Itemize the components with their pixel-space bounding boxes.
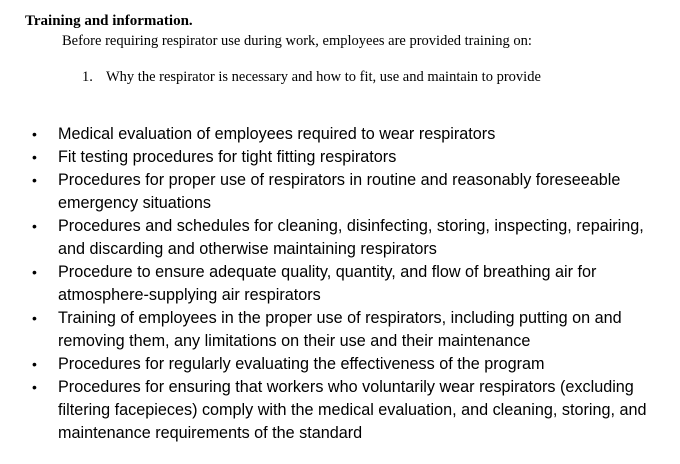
bullet-item: [30, 215, 670, 261]
bullet-icon: •: [32, 126, 37, 142]
bullet-text: Procedures for proper use of respirators in routine and reasonably foreseeable emergency situations: [58, 171, 621, 212]
bullet-text: Procedures for ensuring that workers who voluntarily wear respirators (excluding filtering facepieces) comply with the medical evaluation, and cleaning, storing, and maintenance requirements of the standard: [58, 378, 647, 442]
bullet-icon: •: [32, 264, 37, 280]
bullet-text: Procedures for regularly evaluating the effectiveness of the program: [58, 355, 545, 373]
bullet-item: [30, 146, 670, 169]
bullet-text: Training of employees in the proper use of respirators, including putting on and removing them, any limitations on their use and their maintenance: [58, 309, 622, 350]
numbered-item-text: Why the respirator is necessary and how to fit, use and maintain to provide: [106, 69, 541, 85]
bullet-item: [30, 123, 670, 146]
bullet-text: Procedures and schedules for cleaning, disinfecting, storing, inspecting, repairing, and discarding and otherwise maintaining respirators: [58, 217, 644, 258]
bullet-item: [30, 261, 670, 307]
bullet-text: Fit testing procedures for tight fitting respirators: [58, 148, 397, 166]
bullet-icon: •: [32, 379, 37, 395]
bullet-text: Procedure to ensure adequate quality, quantity, and flow of breathing air for atmosphere-supplying air respirators: [58, 263, 597, 304]
section-heading: Training and information.: [25, 13, 193, 29]
bullet-item: [30, 353, 670, 376]
bullet-icon: •: [32, 172, 37, 188]
bullet-icon: •: [32, 310, 37, 326]
numbered-list-item: [82, 68, 541, 86]
bullet-icon: •: [32, 218, 37, 234]
bullet-list: [30, 123, 670, 445]
bullet-item: [30, 169, 670, 215]
bullet-text: Medical evaluation of employees required to wear respirators: [58, 125, 496, 143]
bullet-icon: •: [32, 356, 37, 372]
bullet-item: [30, 376, 670, 445]
intro-paragraph: Before requiring respirator use during work, employees are provided training on:: [62, 33, 532, 49]
bullet-icon: •: [32, 149, 37, 165]
bullet-item: [30, 307, 670, 353]
list-number: 1.: [82, 69, 93, 85]
